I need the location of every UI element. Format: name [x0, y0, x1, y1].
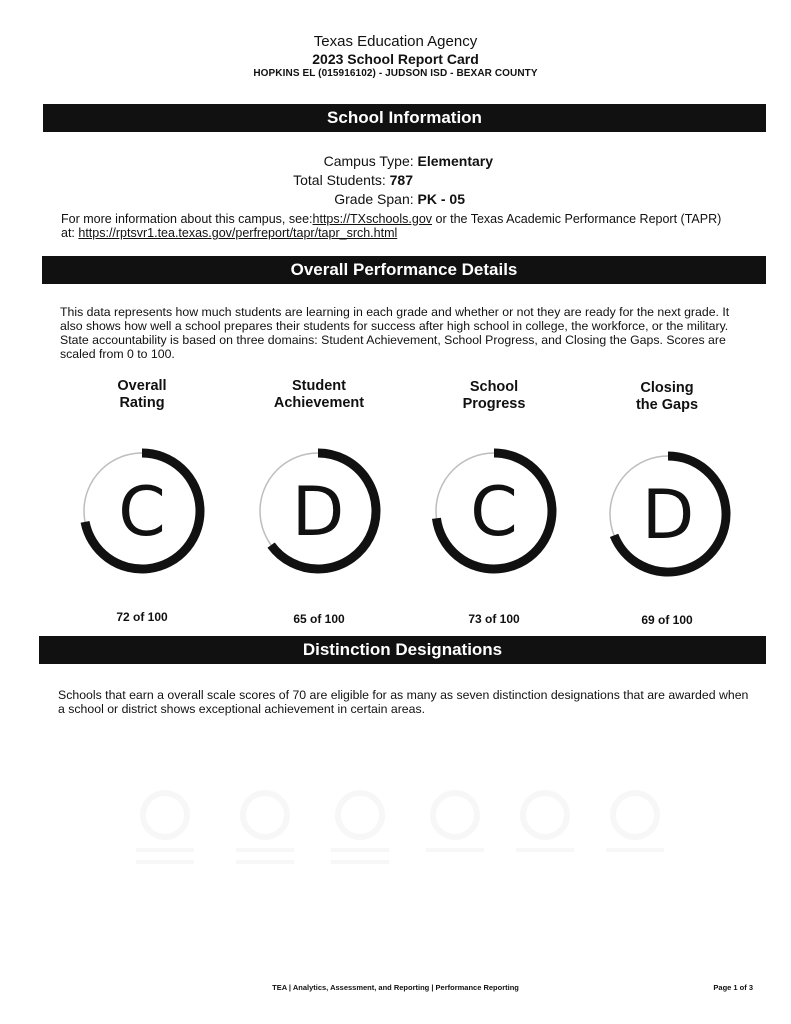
students-value: 787: [389, 172, 413, 188]
donut-gaps: [593, 439, 743, 589]
rating-title-overall: [62, 378, 222, 412]
title-line: Progress: [462, 396, 526, 412]
faded-distinction-icon: [325, 790, 395, 890]
report-title: 2023 School Report Card: [312, 51, 479, 67]
faded-distinction-icon: [510, 790, 580, 890]
title-line: the Gaps: [635, 397, 699, 413]
campus-type-value: Elementary: [417, 153, 493, 169]
grade-letter: D: [641, 476, 695, 555]
performance-description: This data represents how much students are learning in each grade and whether or not they are ready for the next grade. It also shows how well a school prepares their students for success after high school in college, the workforce, or the military. State accountability is based on three domains: Student Achievement, School Progress, and Closing the Gaps. Scores are scaled from 0 to 100.: [60, 305, 730, 361]
txschools-link[interactable]: https://TXschools.gov: [312, 212, 433, 226]
rating-title-gaps: [587, 380, 747, 414]
title-line: Student: [292, 378, 346, 394]
more-at: at:: [61, 226, 79, 240]
title-line: School: [469, 379, 519, 395]
section-bar-performance: Overall Performance Details: [42, 256, 766, 284]
grade-letter: D: [291, 473, 345, 552]
students-label: Total Students:: [293, 172, 386, 188]
more-mid: or the Texas Academic Performance Report (TAPR): [432, 212, 722, 226]
title-line: Rating: [119, 395, 165, 411]
footer-left: TEA | Analytics, Assessment, and Reporting | Performance Reporting: [272, 983, 519, 992]
section-bar-school-information: School Information: [43, 104, 766, 132]
tapr-link[interactable]: https://rptsvr1.tea.texas.gov/perfreport/tapr/tapr_srch.html: [78, 226, 398, 240]
title-line: Achievement: [273, 395, 365, 411]
grade-value: PK - 05: [417, 191, 465, 207]
donut-progress: [419, 436, 569, 586]
donut-overall: [67, 436, 217, 586]
footer-page: Page 1 of 3: [713, 983, 753, 992]
score-achievement: 65 of 100: [293, 612, 345, 626]
faded-distinction-icon: [600, 790, 670, 890]
donut-achievement: [243, 436, 393, 586]
more-info: [61, 212, 761, 240]
faded-distinction-icon: [420, 790, 490, 890]
score-progress: 73 of 100: [468, 612, 520, 626]
campus-type-label: Campus Type:: [323, 153, 414, 169]
grade-letter: C: [470, 473, 518, 552]
total-students: [293, 172, 413, 188]
grade-span: [334, 191, 465, 207]
title-line: Overall: [117, 378, 167, 394]
more-prefix: For more information about this campus, see:: [61, 212, 313, 226]
faded-distinction-icon: [130, 790, 200, 890]
rating-title-progress: [414, 379, 574, 413]
score-overall: 72 of 100: [116, 610, 168, 624]
agency-name: Texas Education Agency: [313, 33, 478, 50]
grade-letter: C: [118, 473, 166, 552]
faded-distinction-icon: [230, 790, 300, 890]
rating-title-achievement: [239, 378, 399, 412]
school-line: HOPKINS EL (015916102) - JUDSON ISD - BEXAR COUNTY: [253, 68, 538, 79]
section-bar-distinctions: Distinction Designations: [39, 636, 766, 664]
distinction-description: Schools that earn a overall scale scores of 70 are eligible for as many as seven distinction designations that are awarded when a school or district shows exceptional achievement in certain areas.: [58, 688, 749, 716]
score-gaps: 69 of 100: [641, 613, 693, 627]
grade-label: Grade Span:: [334, 191, 414, 207]
campus-type: [324, 153, 493, 169]
title-line: Closing: [640, 380, 694, 396]
